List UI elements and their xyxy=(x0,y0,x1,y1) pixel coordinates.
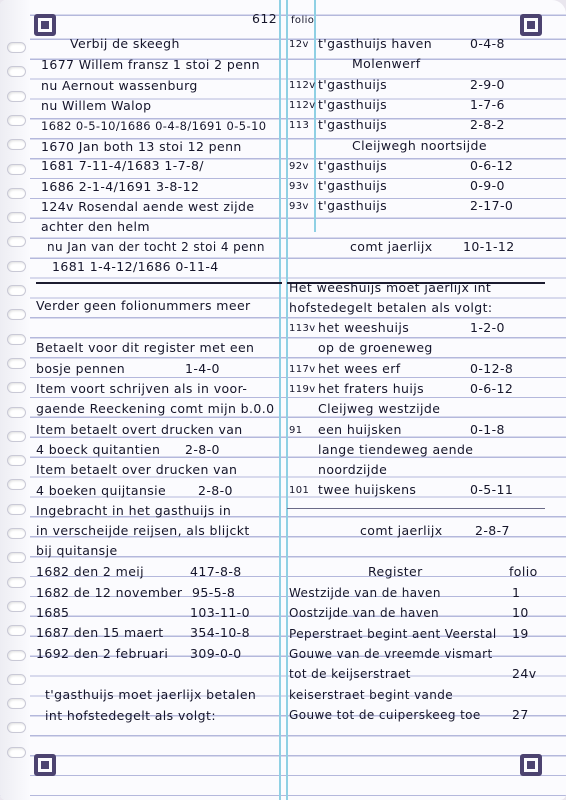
entry-text: t'gasthuijs xyxy=(318,96,388,112)
left-line: 1681 7-11-4/1683 1-7-8/ xyxy=(41,158,204,173)
entry-amount: 2-8-2 xyxy=(470,117,505,133)
folio-number: 117v xyxy=(289,363,316,375)
binding-ring xyxy=(7,236,26,247)
entry-text: t'gasthuijs xyxy=(318,178,388,194)
binding-ring xyxy=(7,309,26,320)
folio-number: 93v xyxy=(289,181,309,193)
binding-ring xyxy=(7,188,26,199)
left-line: nu Aernout wassenburg xyxy=(41,78,198,93)
binding-ring xyxy=(7,479,26,490)
entry-text: Cleijweg westzijde xyxy=(318,401,441,417)
entry-text: twee huijskens xyxy=(318,482,417,498)
left-line: 4 boeken quijtansie xyxy=(36,483,167,498)
section-rule xyxy=(287,508,545,509)
entry-amount: 0-4-8 xyxy=(470,36,505,51)
left-amount: 95-5-8 xyxy=(192,585,236,600)
entry-text: het weeshuijs xyxy=(318,320,410,335)
entry-text: t'gasthuijs haven xyxy=(318,36,433,51)
folio-number: 91 xyxy=(289,424,303,436)
entry-text: t'gasthuijs xyxy=(318,117,388,133)
register-title: Register xyxy=(368,564,423,579)
left-amount: 354-10-8 xyxy=(190,625,250,640)
left-line: Ingebracht in het gasthuijs in xyxy=(36,503,232,518)
binding-ring xyxy=(7,42,26,53)
register-folio: 1 xyxy=(512,585,521,600)
left-amount: 103-11-0 xyxy=(190,605,250,620)
left-amount: 309-0-0 xyxy=(190,646,242,661)
folio-number: 101 xyxy=(289,485,310,497)
entry-text: lange tiendeweg aende xyxy=(318,441,474,457)
entry-amount: 2-17-0 xyxy=(470,198,514,214)
total-amount: 2-8-7 xyxy=(475,523,510,538)
folio-number: 113v xyxy=(289,323,316,334)
binding-ring xyxy=(7,407,26,418)
folio-column-line xyxy=(314,0,316,232)
margin-line-left xyxy=(279,0,281,800)
folio-heading: folio xyxy=(291,15,315,26)
left-line: bosje pennen xyxy=(36,361,126,376)
entry-text: het wees erf xyxy=(318,360,401,376)
register-entry: Gouwe tot de cuiperskeeg toe xyxy=(289,707,481,722)
folio-number: 113 xyxy=(289,120,310,132)
binding-ring xyxy=(7,674,26,685)
register-folio: 19 xyxy=(512,625,529,641)
register-entry: tot de keijserstraet xyxy=(289,667,411,682)
binding-ring xyxy=(7,285,26,296)
entry-amount: 0-12-8 xyxy=(470,360,514,376)
left-amount: 2-8-0 xyxy=(185,442,220,457)
corner-marker-icon xyxy=(520,754,542,776)
left-line: 1692 den 2 februari xyxy=(36,646,169,661)
binding-ring xyxy=(7,552,26,563)
weeshuis-heading: Het weeshuijs moet jaerlijx int xyxy=(289,280,492,295)
binding-ring xyxy=(7,358,26,369)
folio-number: 92v xyxy=(289,160,309,172)
register-folio-heading: folio xyxy=(509,564,538,579)
folio-number: 93v xyxy=(289,201,309,213)
left-line: 1686 2-1-4/1691 3-8-12 xyxy=(41,179,200,194)
left-line: 124v Rosendal aende west zijde xyxy=(41,199,255,214)
left-line: 1681 1-4-12/1686 0-11-4 xyxy=(52,259,219,274)
total-label: comt jaerlijx xyxy=(360,523,443,538)
left-line: nu Jan van der tocht 2 stoi 4 penn xyxy=(47,240,265,254)
binding-ring xyxy=(7,722,26,733)
page-number: 612 xyxy=(252,11,278,26)
total-amount: 10-1-12 xyxy=(463,239,515,254)
left-line: t'gasthuijs moet jaerlijx betalen xyxy=(45,687,257,702)
binding-ring xyxy=(7,164,26,175)
corner-marker-icon xyxy=(34,754,56,776)
left-line: Item voort schrijven als in voor- xyxy=(36,381,248,396)
section-rule xyxy=(36,282,282,284)
left-line: 1670 Jan both 13 stoi 12 penn xyxy=(41,139,242,154)
entry-text: Molenwerf xyxy=(352,56,421,72)
folio-number: 112v xyxy=(289,79,316,91)
binding-ring xyxy=(7,528,26,539)
binding-ring xyxy=(7,91,26,102)
entry-amount: 2-9-0 xyxy=(470,76,505,92)
binding-ring xyxy=(7,261,26,272)
left-line: int hofstedegelt als volgt: xyxy=(45,708,216,723)
binding-ring xyxy=(7,115,26,126)
register-entry: Gouwe van de vreemde vismart xyxy=(289,646,493,661)
left-line: bij quitansje xyxy=(36,543,118,558)
left-line: Item betaelt overt drucken van xyxy=(36,422,243,437)
left-line: 1682 de 12 november xyxy=(36,585,183,600)
binding-ring xyxy=(7,139,26,150)
binding-ring xyxy=(7,334,26,345)
entry-text: Cleijwegh noortsijde xyxy=(352,137,487,153)
folio-number: 112v xyxy=(289,99,316,111)
left-line: 1685 xyxy=(36,605,70,620)
entry-amount: 1-7-6 xyxy=(470,96,505,112)
left-line: Verder geen folionummers meer xyxy=(36,298,251,313)
register-folio: 10 xyxy=(512,605,529,621)
entry-text: t'gasthuijs xyxy=(318,157,388,173)
binding-ring xyxy=(7,212,26,223)
left-line: in verscheijde reijsen, als blijckt xyxy=(36,523,250,538)
entry-text: het fraters huijs xyxy=(318,380,425,396)
entry-text: t'gasthuijs xyxy=(318,198,388,214)
left-line: Item betaelt over drucken van xyxy=(36,462,238,477)
entry-text: noordzijde xyxy=(318,462,388,478)
entry-amount: 0-6-12 xyxy=(470,157,514,173)
folio-number: 119v xyxy=(289,383,316,395)
binding-ring xyxy=(7,577,26,588)
binding-ring xyxy=(7,747,26,758)
entry-amount: 1-2-0 xyxy=(470,320,505,335)
register-folio: 24v xyxy=(512,666,537,682)
left-line: gaende Reeckening comt mijn b.0.0 xyxy=(36,401,275,416)
total-label: comt jaerlijx xyxy=(350,239,433,254)
register-entry: Oostzijde van de haven xyxy=(289,606,440,621)
binding-ring xyxy=(7,698,26,709)
register-entry: keiserstraet begint vande xyxy=(289,687,454,702)
binding-ring xyxy=(7,66,26,77)
binding-ring xyxy=(7,431,26,442)
left-line: Betaelt voor dit register met een xyxy=(36,340,255,355)
binding-ring xyxy=(7,504,26,515)
binding-ring xyxy=(7,650,26,661)
left-line: 1682 0-5-10/1686 0-4-8/1691 0-5-10 xyxy=(41,119,267,133)
corner-marker-icon xyxy=(520,14,542,36)
left-line: 1677 Willem fransz 1 stoi 2 penn xyxy=(41,57,260,72)
left-amount: 417-8-8 xyxy=(190,564,242,579)
left-line: 1687 den 15 maert xyxy=(36,625,164,640)
left-amount: 1-4-0 xyxy=(185,361,220,376)
entry-amount: 0-9-0 xyxy=(470,178,505,194)
entry-amount: 0-6-12 xyxy=(470,380,514,396)
left-line: Verbij de skeegh xyxy=(70,36,180,51)
register-entry: Westzijde van de haven xyxy=(289,586,441,600)
left-line: achter den helm xyxy=(41,219,150,234)
left-line: 4 boeck quitantien xyxy=(36,442,161,457)
binding-ring xyxy=(7,625,26,636)
left-amount: 2-8-0 xyxy=(198,483,233,498)
entry-amount: 0-5-11 xyxy=(470,482,514,498)
weeshuis-heading: hofstedegelt betalen als volgt: xyxy=(289,300,493,315)
entry-amount: 0-1-8 xyxy=(470,421,505,437)
entry-text: een huijsken xyxy=(318,421,402,437)
entry-text: t'gasthuijs xyxy=(318,76,388,92)
binding-ring xyxy=(7,382,26,393)
left-line: 1682 den 2 meij xyxy=(36,564,145,579)
left-line: nu Willem Walop xyxy=(41,98,152,113)
register-entry: Peperstraet begint aent Veerstal xyxy=(289,626,497,641)
entry-text: op de groeneweg xyxy=(318,340,433,356)
binding-ring xyxy=(7,455,26,466)
binding-ring xyxy=(7,601,26,612)
folio-number: 12v xyxy=(289,39,309,50)
corner-marker-icon xyxy=(34,14,56,36)
margin-line-right xyxy=(286,0,288,800)
register-folio: 27 xyxy=(512,706,529,722)
